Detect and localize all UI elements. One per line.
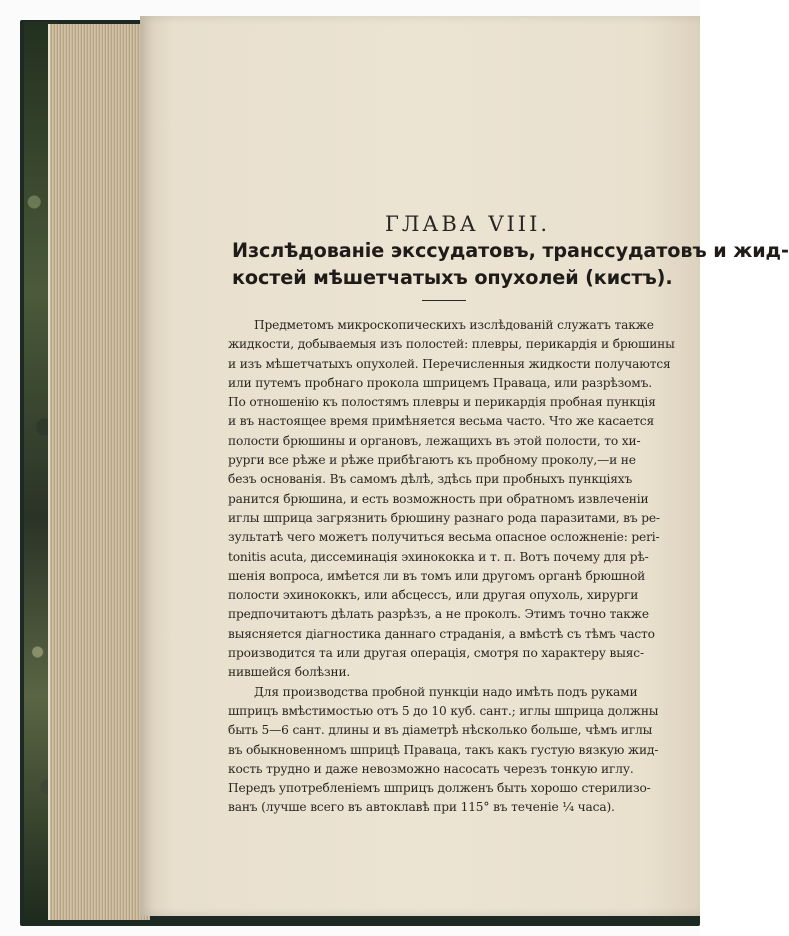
title-line: Изслѣдованіе экссудатовъ, транссудатовъ и жид- [232, 239, 789, 262]
text-line: въ обыкновенномъ шприцѣ Правацa, такъ какъ густую вязкую жид- [228, 742, 659, 757]
text-line: полости эхинококкъ, или абсцессъ, или другая опухоль, хирурги [228, 588, 639, 603]
text-line: быть 5—6 сант. длины и въ діаметрѣ нѣсколько больше, чѣмъ иглы [228, 723, 653, 738]
text-line: Для производства пробной пункціи надо имѣть подъ руками [254, 684, 638, 699]
text-line: и изъ мѣшетчатыхъ опухолей. Перечисленныя жидкости получаются [228, 356, 671, 371]
text-line: жидкости, добываемыя изъ полостей: плевры, перикардія и брюшины [228, 337, 675, 352]
text-line: выясняется діагностика даннаго страданія, а вмѣстѣ съ тѣмъ часто [228, 626, 655, 641]
text-line: производится та или другая операція, смотря по характеру выяс- [228, 646, 644, 661]
text-line: шенія вопроса, имѣется ли въ томъ или другомъ органѣ брюшной [228, 568, 646, 583]
text-line: и въ настоящее время примѣняется весьма часто. Что же касается [228, 414, 654, 429]
title-divider [422, 300, 466, 301]
text-line: ранится брюшина, и есть возможность при обратномъ извлеченіи [228, 491, 649, 506]
text-line: рурги все рѣже и рѣже прибѣгаютъ къ пробному проколу,—и не [228, 453, 636, 468]
chapter-heading: ГЛАВА VIII. [385, 212, 551, 236]
text-line: кость трудно и даже невозможно насосать черезъ тонкую иглу. [228, 761, 634, 776]
text-line: полости брюшины и органовъ, лежащихъ въ этой полости, то хи- [228, 433, 641, 448]
text-line: шприцъ вмѣстимостью отъ 5 до 10 куб. сант.; иглы шприца должны [228, 703, 659, 718]
text-line: или путемъ пробнаго прокола шприцемъ Правацa, или разрѣзомъ. [228, 375, 652, 390]
page-edges [48, 24, 150, 920]
text-line: иглы шприца загрязнить брюшину разнаго рода паразитами, въ ре- [228, 510, 660, 525]
text-line: зультатѣ чего можетъ получиться весьма опасное осложненіе: peri- [228, 530, 660, 545]
text-line: По отношенію къ полостямъ плевры и перикардія пробная пункція [228, 395, 656, 410]
text-line: ванъ (лучше всего въ автоклавѣ при 115° въ теченіе ¼ часа). [228, 800, 615, 815]
text-line: нившейся болѣзни. [228, 665, 351, 680]
body-text [228, 316, 678, 818]
chapter-title [232, 237, 789, 291]
text-line: предпочитаютъ дѣлать разрѣзъ, а не проколъ. Этимъ точно также [228, 607, 649, 622]
text-line: tonitis acuta, диссеминація эхинококка и т. п. Вотъ почему для рѣ- [228, 549, 649, 564]
text-line: Передъ употребленіемъ шприцъ долженъ быть хорошо стерилизо- [228, 781, 651, 796]
text-line: Предметомъ микроскопическихъ изслѣдованій служатъ также [254, 318, 654, 332]
text-line: безъ основанія. Въ самомъ дѣлѣ, здѣсь при пробныхъ пункціяхъ [228, 472, 633, 487]
title-line: костей мѣшетчатыхъ опухолей (кистъ). [232, 266, 673, 289]
